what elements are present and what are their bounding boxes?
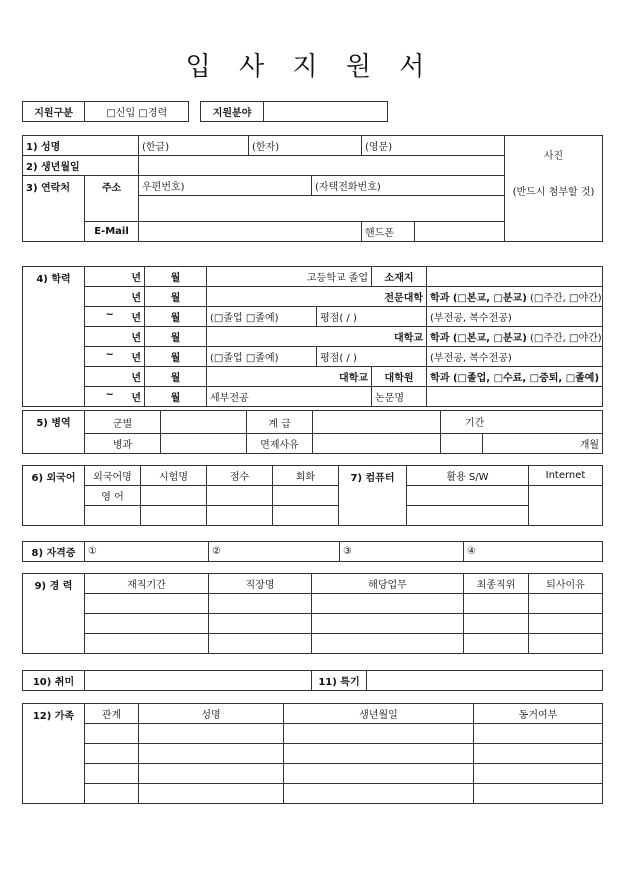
sw-header: 활용 S/W <box>407 466 529 486</box>
cell[interactable] <box>529 614 603 634</box>
cell[interactable] <box>474 744 603 764</box>
year-label: 년 <box>85 327 145 347</box>
skill-input[interactable] <box>367 671 603 691</box>
cell[interactable] <box>139 724 284 744</box>
cell[interactable] <box>529 594 603 614</box>
family-header: 동거여부 <box>474 704 603 724</box>
month-label: 월 <box>145 267 207 287</box>
career-header: 직장명 <box>209 574 312 594</box>
cell[interactable] <box>407 506 529 526</box>
name-hanja[interactable]: (한자) <box>249 136 362 156</box>
career-header: 재직기간 <box>85 574 209 594</box>
education-label: 4) 학력 <box>23 267 85 407</box>
family-header: 생년월일 <box>284 704 474 724</box>
cell[interactable] <box>139 744 284 764</box>
personal-table <box>22 135 603 242</box>
internet-header: Internet <box>529 466 603 486</box>
family-header: 관계 <box>85 704 139 724</box>
military-table <box>22 410 603 454</box>
university-options <box>427 327 603 347</box>
computer-label: 7) 컴퓨터 <box>339 466 407 526</box>
lang-name: 영 어 <box>85 486 141 506</box>
language-table <box>22 465 603 526</box>
cell[interactable] <box>529 634 603 654</box>
detail-major[interactable]: 세부전공 <box>207 387 372 407</box>
photo-box[interactable] <box>505 136 603 242</box>
license-4[interactable]: ④ <box>464 542 603 562</box>
apply-table <box>22 101 388 122</box>
apply-field-input[interactable] <box>263 102 387 122</box>
cell[interactable] <box>209 594 312 614</box>
cell[interactable] <box>141 506 207 526</box>
college: 전문대학 <box>207 287 427 307</box>
education-table <box>22 266 603 407</box>
career-header: 최종직위 <box>464 574 529 594</box>
tilde: ~ 년 <box>85 307 145 327</box>
branch-input[interactable] <box>161 411 247 434</box>
cell[interactable] <box>139 764 284 784</box>
major-opts[interactable]: 학과 (□본교, □분교) <box>430 293 527 304</box>
rank-label: 계 급 <box>247 411 313 434</box>
license-2[interactable]: ② <box>209 542 340 562</box>
month-label: 월 <box>145 387 207 407</box>
cell[interactable] <box>284 764 474 784</box>
location-input[interactable] <box>427 267 603 287</box>
cell[interactable] <box>273 486 339 506</box>
cell[interactable] <box>85 594 209 614</box>
months-label: 개월 <box>483 434 603 454</box>
major-opts[interactable]: 학과 (□본교, □분교) <box>430 333 527 344</box>
tilde: ~ 년 <box>85 347 145 367</box>
hobby-input[interactable] <box>85 671 312 691</box>
photo-note: (반드시 첨부할 것) <box>512 187 595 198</box>
location-label: 소재지 <box>372 267 427 287</box>
home-phone-field[interactable]: (자택전화번호) <box>312 176 505 196</box>
name-english[interactable]: (영문) <box>362 136 505 156</box>
rank-input[interactable] <box>313 411 441 434</box>
grad-opts[interactable]: (□졸업 □졸예) <box>207 347 317 367</box>
university: 대학교 <box>207 367 372 387</box>
month-label: 월 <box>145 327 207 347</box>
cell[interactable] <box>474 724 603 744</box>
zip-field[interactable]: 우편번호) <box>139 176 312 196</box>
month-label: 월 <box>145 307 207 327</box>
cell[interactable] <box>464 634 529 654</box>
branch-label: 군별 <box>85 411 161 434</box>
license-table <box>22 541 603 562</box>
cell[interactable] <box>85 744 139 764</box>
family-header: 성명 <box>139 704 284 724</box>
hobby-label: 10) 취미 <box>23 671 85 691</box>
apply-type-options[interactable]: □신입 □경력 <box>85 102 189 122</box>
period-input[interactable] <box>441 434 483 454</box>
license-label: 8) 자격증 <box>23 542 85 562</box>
address-label: 주소 <box>85 176 139 222</box>
career-label: 9) 경 력 <box>23 574 85 654</box>
address-input[interactable] <box>139 196 505 222</box>
cell[interactable] <box>207 506 273 526</box>
military-label: 5) 병역 <box>23 411 85 454</box>
thesis-input[interactable] <box>427 387 603 407</box>
minor[interactable]: (부전공, 복수전공) <box>427 347 603 367</box>
family-table <box>22 703 603 804</box>
cell[interactable] <box>312 614 464 634</box>
year-label: 년 <box>85 287 145 307</box>
cell[interactable] <box>85 784 139 804</box>
exemption-input[interactable] <box>313 434 441 454</box>
year-label: 년 <box>85 367 145 387</box>
name-hangul[interactable]: (한글) <box>139 136 249 156</box>
cell[interactable] <box>141 486 207 506</box>
cell[interactable] <box>85 724 139 744</box>
time-opts[interactable]: (□주간, □야간) <box>529 333 602 344</box>
specialty-input[interactable] <box>161 434 247 454</box>
cell[interactable] <box>474 764 603 784</box>
cell[interactable] <box>209 634 312 654</box>
cell[interactable] <box>85 634 209 654</box>
cell[interactable] <box>284 744 474 764</box>
high-school: 고등학교 졸업 <box>207 267 372 287</box>
license-1[interactable]: ① <box>85 542 209 562</box>
gpa[interactable]: 평점( / ) <box>317 307 427 327</box>
birth-input[interactable] <box>139 156 505 176</box>
lang-header: 회화 <box>273 466 339 486</box>
lang-header: 외국어명 <box>85 466 141 486</box>
cell[interactable] <box>85 506 141 526</box>
spacer <box>189 102 201 122</box>
cell[interactable] <box>284 724 474 744</box>
internet-input[interactable] <box>529 486 603 526</box>
college-options <box>427 287 603 307</box>
specialty-label: 병과 <box>85 434 161 454</box>
email-label: E-Mail <box>85 222 139 242</box>
cell[interactable] <box>312 594 464 614</box>
cell[interactable] <box>464 614 529 634</box>
cell[interactable] <box>474 784 603 804</box>
career-header: 해당업무 <box>312 574 464 594</box>
career-table <box>22 573 603 654</box>
grad-opts[interactable]: (□졸업 □졸예) <box>207 307 317 327</box>
license-3[interactable]: ③ <box>340 542 464 562</box>
month-label: 월 <box>145 367 207 387</box>
cell[interactable] <box>284 784 474 804</box>
family-label: 12) 가족 <box>23 704 85 804</box>
career-header: 퇴사이유 <box>529 574 603 594</box>
apply-field-label: 지원분야 <box>201 102 263 122</box>
photo-label: 사진 <box>543 151 564 162</box>
university: 대학교 <box>207 327 427 347</box>
cell[interactable] <box>85 614 209 634</box>
month-label: 월 <box>145 287 207 307</box>
period-label: 기간 <box>441 411 603 434</box>
birth-label: 2) 생년월일 <box>23 156 139 176</box>
time-opts[interactable]: (□주간, □야간) <box>529 293 602 304</box>
major-grad-opts[interactable]: 학과 (□졸업, □수료, □중퇴, □졸예) <box>427 367 603 387</box>
cell[interactable] <box>207 486 273 506</box>
year-label: 년 <box>85 267 145 287</box>
email-input[interactable] <box>139 222 362 242</box>
grad-school: 대학원 <box>372 367 427 387</box>
mobile-label: 핸드폰 <box>362 222 415 242</box>
apply-type-label: 지원구분 <box>23 102 85 122</box>
tilde: ~ 년 <box>85 387 145 407</box>
lang-header: 시험명 <box>141 466 207 486</box>
cell[interactable] <box>312 634 464 654</box>
name-label: 1) 성명 <box>23 136 139 156</box>
month-label: 월 <box>145 347 207 367</box>
exemption-label: 면제사유 <box>247 434 313 454</box>
language-label: 6) 외국어 <box>23 466 85 526</box>
cell[interactable] <box>85 764 139 784</box>
cell[interactable] <box>209 614 312 634</box>
cell[interactable] <box>464 594 529 614</box>
thesis-label: 논문명 <box>372 387 427 407</box>
cell[interactable] <box>407 486 529 506</box>
skill-label: 11) 특기 <box>312 671 367 691</box>
gpa[interactable]: 평점( / ) <box>317 347 427 367</box>
lang-header: 점수 <box>207 466 273 486</box>
contact-label: 3) 연락처 <box>23 176 85 242</box>
cell[interactable] <box>139 784 284 804</box>
cell[interactable] <box>273 506 339 526</box>
page-title: 입 사 지 원 서 <box>185 52 435 82</box>
minor[interactable]: (부전공, 복수전공) <box>427 307 603 327</box>
hobby-table <box>22 670 603 691</box>
mobile-input[interactable] <box>415 222 505 242</box>
